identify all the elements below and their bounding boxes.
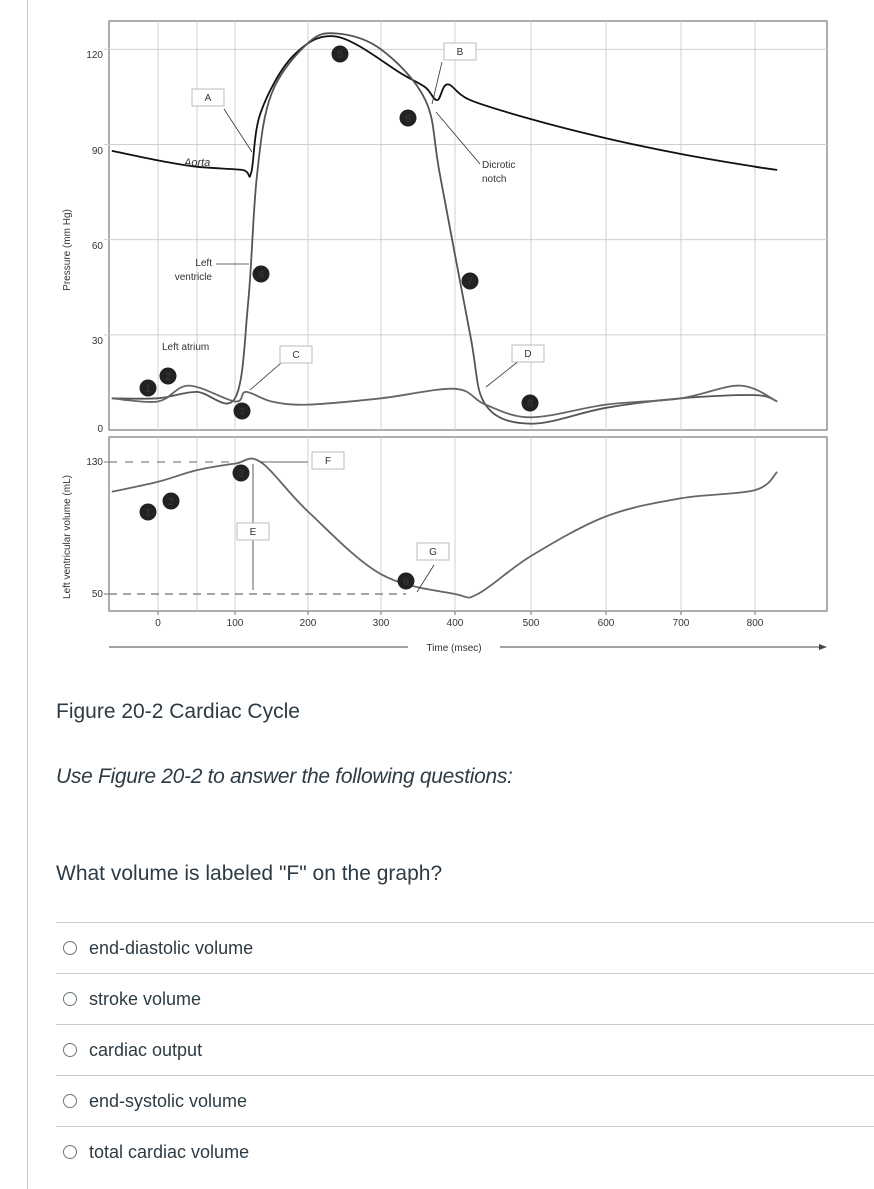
volume-tick-130: 130 bbox=[86, 457, 103, 468]
label-C: C bbox=[292, 350, 300, 361]
time-tick-100: 100 bbox=[226, 618, 244, 629]
time-tick-300: 300 bbox=[372, 618, 390, 629]
time-tick-0: 0 bbox=[155, 618, 161, 629]
phase-marker-2: 2 bbox=[164, 371, 172, 383]
volume-tick-50: 50 bbox=[91, 589, 103, 600]
phase-markers bbox=[140, 46, 539, 590]
left-ventricular-volume-curve bbox=[112, 459, 777, 598]
cardiac-cycle-chart bbox=[56, 12, 836, 662]
phase-marker-5: 5 bbox=[336, 49, 344, 61]
phase-marker-3: 3 bbox=[238, 406, 246, 418]
phase-marker-6: 6 bbox=[404, 113, 412, 125]
answer-option-stroke-volume[interactable] bbox=[56, 973, 874, 1024]
time-tick-500: 500 bbox=[522, 618, 540, 629]
label-G: G bbox=[429, 547, 437, 558]
label-A: A bbox=[204, 93, 212, 104]
time-tick-600: 600 bbox=[597, 618, 615, 629]
time-tick-800: 800 bbox=[746, 618, 764, 629]
radio-button[interactable] bbox=[63, 1094, 77, 1108]
answer-label: end-systolic volume bbox=[89, 1090, 248, 1111]
label-F: F bbox=[324, 456, 332, 467]
pressure-tick-120: 120 bbox=[86, 50, 103, 61]
chart-curves bbox=[112, 33, 777, 598]
pressure-tick-60: 60 bbox=[91, 241, 103, 252]
content-left-border bbox=[27, 0, 28, 1189]
pointer-B bbox=[432, 62, 442, 104]
phase-marker-7: 7 bbox=[466, 276, 474, 288]
dicrotic-notch-label-line1: Dicrotic bbox=[482, 160, 516, 171]
instructions-text: Use Figure 20-2 to answer the following questions: bbox=[56, 765, 513, 788]
pointer-dicrotic bbox=[436, 112, 480, 164]
letter-labels bbox=[192, 43, 544, 560]
phase-marker-3: 3 bbox=[237, 468, 245, 480]
time-axis-title: Time (msec) bbox=[426, 643, 482, 654]
answer-options bbox=[56, 922, 874, 1177]
figure-caption: Figure 20-2 Cardiac Cycle bbox=[56, 700, 300, 723]
pressure-axis-title: Pressure (mm Hg) bbox=[62, 209, 73, 291]
radio-button[interactable] bbox=[63, 1145, 77, 1159]
phase-marker-4: 4 bbox=[257, 269, 265, 281]
dicrotic-notch-label-line2: notch bbox=[482, 174, 507, 185]
left-ventricle-label-line1: Left bbox=[195, 258, 212, 269]
question-text: What volume is labeled "F" on the graph? bbox=[56, 862, 443, 885]
time-axis-arrow bbox=[819, 644, 827, 650]
radio-button[interactable] bbox=[63, 941, 77, 955]
time-tick-400: 400 bbox=[446, 618, 464, 629]
answer-option-total-cardiac-volume[interactable] bbox=[56, 1126, 874, 1177]
time-tick-700: 700 bbox=[672, 618, 690, 629]
left-atrium-pressure-curve bbox=[112, 386, 777, 418]
volume-panel-frame bbox=[109, 437, 827, 611]
phase-marker-1: 1 bbox=[144, 507, 152, 519]
label-D: D bbox=[524, 349, 532, 360]
answer-label: stroke volume bbox=[89, 988, 202, 1009]
volume-axis-title: Left ventricular volume (mL) bbox=[62, 475, 73, 599]
pressure-tick-0: 0 bbox=[97, 424, 103, 435]
answer-label: cardiac output bbox=[89, 1039, 203, 1060]
answer-label: total cardiac volume bbox=[89, 1141, 250, 1162]
cardiac-cycle-figure bbox=[56, 12, 836, 662]
pointer-G bbox=[417, 565, 434, 592]
left-atrium-label: Left atrium bbox=[162, 342, 210, 353]
pressure-panel-frame bbox=[109, 21, 827, 430]
phase-marker-2: 2 bbox=[167, 496, 175, 508]
pointer-D bbox=[486, 360, 520, 387]
pointer-A bbox=[224, 109, 252, 152]
left-ventricle-label-line2: ventricle bbox=[174, 272, 212, 283]
pressure-tick-30: 30 bbox=[91, 336, 103, 347]
answer-label: end-diastolic volume bbox=[89, 937, 254, 958]
phase-marker-6: 6 bbox=[402, 576, 410, 588]
phase-marker-8: 8 bbox=[526, 398, 534, 410]
answer-option-cardiac-output[interactable] bbox=[56, 1024, 874, 1075]
answer-option-end-systolic-volume[interactable] bbox=[56, 1075, 874, 1126]
answer-option-end-diastolic-volume[interactable] bbox=[56, 922, 874, 973]
axis-ticks bbox=[86, 50, 763, 629]
time-tick-200: 200 bbox=[299, 618, 317, 629]
radio-button[interactable] bbox=[63, 992, 77, 1006]
pressure-tick-90: 90 bbox=[91, 146, 103, 157]
radio-button[interactable] bbox=[63, 1043, 77, 1057]
label-E: E bbox=[249, 527, 257, 538]
aorta-label: Aorta bbox=[184, 157, 211, 169]
phase-marker-1: 1 bbox=[144, 383, 152, 395]
label-B: B bbox=[456, 47, 464, 58]
chart-grid bbox=[104, 21, 827, 615]
